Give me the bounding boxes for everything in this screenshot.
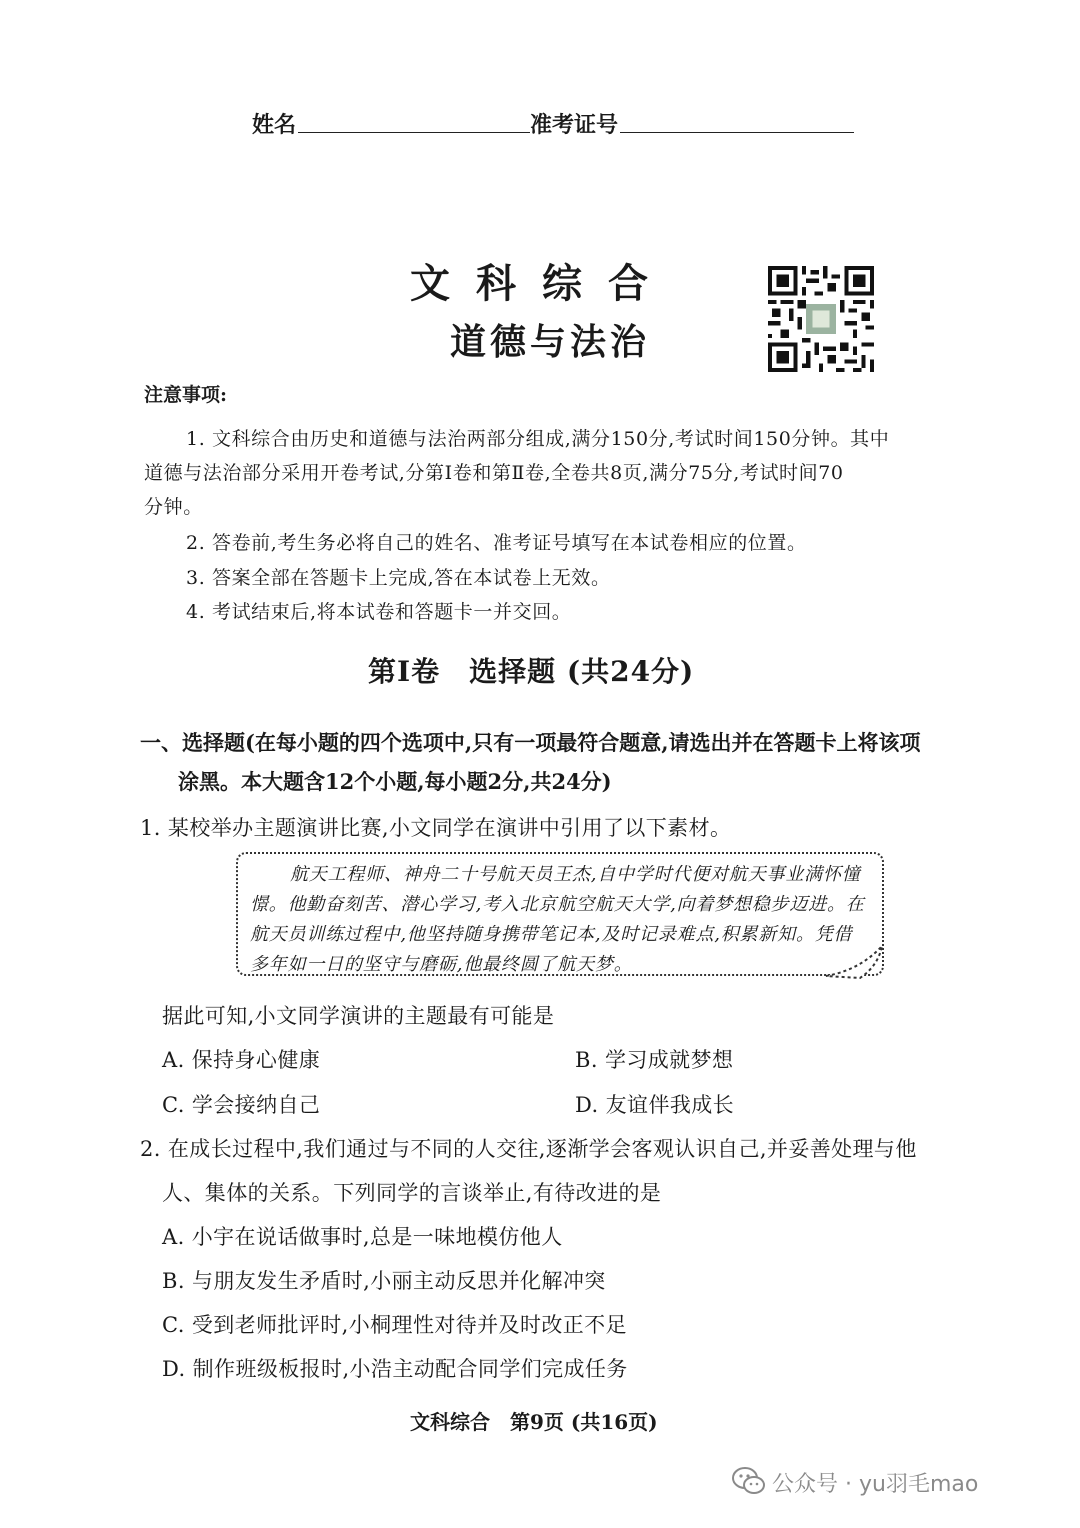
q2-option-a[interactable]: A. 小宇在说话做事时,总是一味地模仿他人 xyxy=(162,1225,563,1249)
part1-heading-line2: 涂黑。本大题含12个小题,每小题2分,共24分) xyxy=(178,769,612,794)
q1-option-c[interactable]: C. 学会接纳自己 xyxy=(162,1093,321,1117)
sub-title: 道德与法治 xyxy=(450,321,651,363)
wechat-icon xyxy=(732,1466,766,1496)
qr-code-icon[interactable] xyxy=(768,266,874,372)
name-blank-line[interactable] xyxy=(298,132,530,133)
notice-heading: 注意事项: xyxy=(144,384,228,406)
name-label: 姓名 xyxy=(252,112,297,138)
q1-material-line-3: 航天员训练过程中,他坚持随身携带笔记本,及时记录难点,积累新知。凭借 xyxy=(250,924,853,945)
q2-option-b[interactable]: B. 与朋友发生矛盾时,小丽主动反思并化解冲突 xyxy=(162,1269,606,1293)
notice-line-4: 2. 答卷前,考生务必将自己的姓名、准考证号填写在本试卷相应的位置。 xyxy=(186,532,807,554)
q1-option-a[interactable]: A. 保持身心健康 xyxy=(162,1048,321,1072)
q2-stem-line1: 2. 在成长过程中,我们通过与不同的人交往,逐渐学会客观认识自己,并妥善处理与他 xyxy=(140,1137,917,1161)
q2-option-d[interactable]: D. 制作班级板报时,小浩主动配合同学们完成任务 xyxy=(162,1357,628,1381)
exam-id-label: 准考证号 xyxy=(530,112,619,138)
q1-material-line-2: 憬。他勤奋刻苦、潜心学习,考入北京航空航天大学,向着梦想稳步迈进。在 xyxy=(250,894,865,915)
q1-option-d[interactable]: D. 友谊伴我成长 xyxy=(575,1093,735,1117)
q1-material-line-4: 多年如一日的坚守与磨砺,他最终圆了航天梦。 xyxy=(250,954,633,975)
watermark-text: 公众号 · yu羽毛mao xyxy=(772,1472,979,1497)
notice-line-3: 分钟。 xyxy=(144,496,203,518)
exam-id-blank-line[interactable] xyxy=(620,132,854,133)
notice-line-6: 4. 考试结束后,将本试卷和答题卡一并交回。 xyxy=(186,601,572,623)
q1-option-b[interactable]: B. 学习成就梦想 xyxy=(575,1048,734,1072)
q2-option-c[interactable]: C. 受到老师批评时,小桐理性对待并及时改正不足 xyxy=(162,1313,627,1337)
page-footer: 文科综合 第9页 (共16页) xyxy=(410,1410,658,1434)
q1-question: 据此可知,小文同学演讲的主题最有可能是 xyxy=(162,1004,555,1028)
q1-material-line-1: 航天工程师、神舟二十号航天员王杰,自中学时代便对航天事业满怀憧 xyxy=(290,864,861,885)
notice-line-2: 道德与法治部分采用开卷考试,分第Ⅰ卷和第Ⅱ卷,全卷共8页,满分75分,考试时间70 xyxy=(144,462,844,484)
main-title: 文科综合 xyxy=(410,260,674,307)
notice-line-5: 3. 答案全部在答题卡上完成,答在本试卷上无效。 xyxy=(186,567,611,589)
q1-stem: 1. 某校举办主题演讲比赛,小文同学在演讲中引用了以下素材。 xyxy=(140,816,732,840)
page-curl-icon xyxy=(820,940,890,982)
part1-heading-line1: 一、选择题(在每小题的四个选项中,只有一项最符合题意,请选出并在答题卡上将该项 xyxy=(140,730,921,755)
notice-line-1: 1. 文科综合由历史和道德与法治两部分组成,满分150分,考试时间150分钟。其中 xyxy=(186,428,890,450)
q2-stem-line2: 人、集体的关系。下列同学的言谈举止,有待改进的是 xyxy=(162,1181,662,1205)
section-title: 第Ⅰ卷 选择题 (共24分) xyxy=(368,655,695,688)
